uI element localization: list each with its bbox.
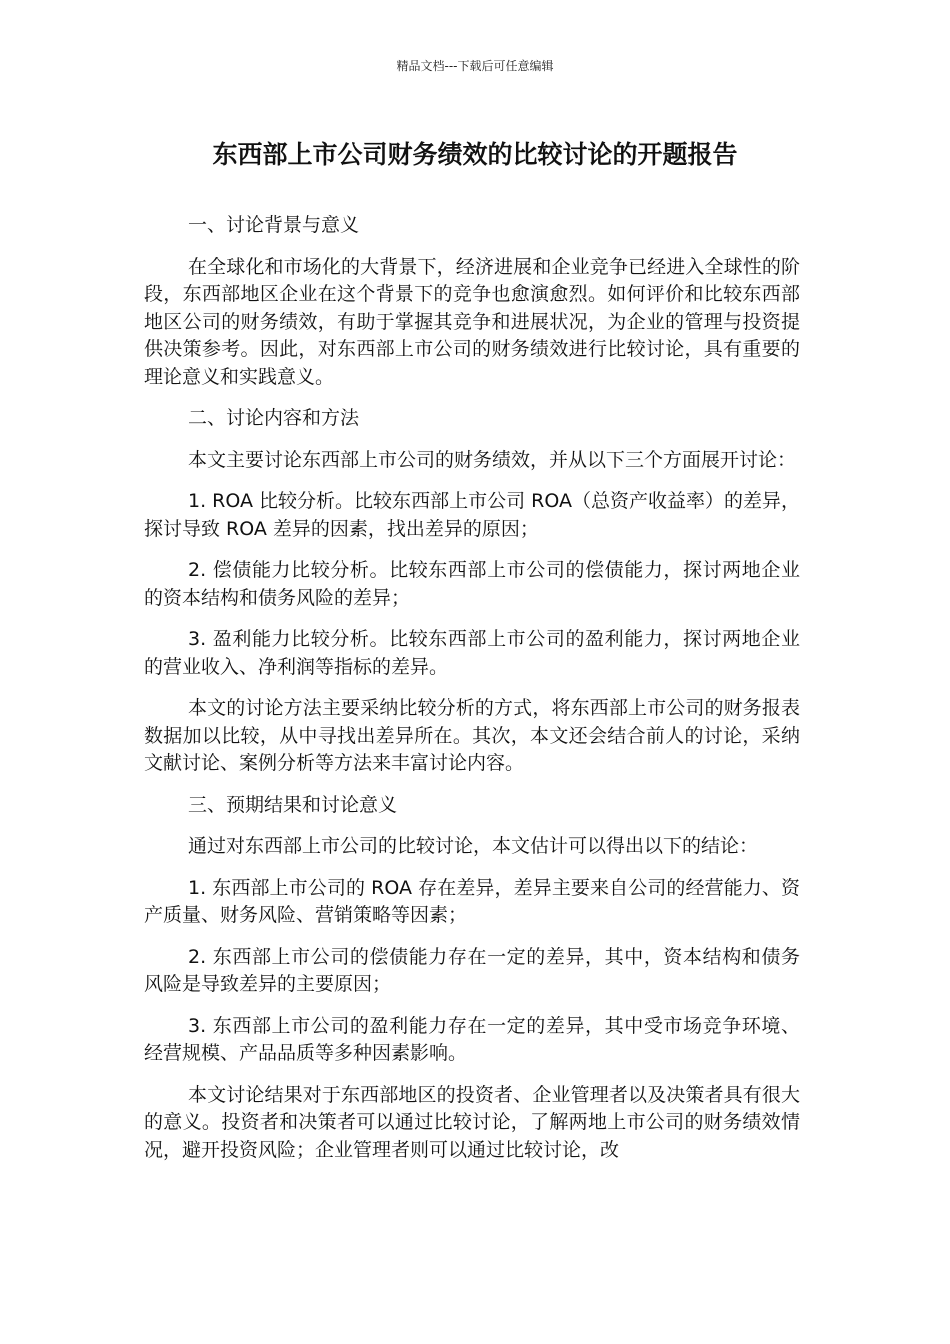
section-heading-background: 一、讨论背景与意义 (188, 214, 360, 236)
list-item-result-solvency: 2. 东西部上市公司的偿债能力存在一定的差异，其中，资本结构和债务风险是导致差异的主要原因； (144, 945, 800, 995)
list-item-result-profitability: 3. 东西部上市公司的盈利能力存在一定的差异，其中受市场竞争环境、经营规模、产品品质等多种因素影响。 (144, 1014, 800, 1064)
paragraph-significance: 本文讨论结果对于东西部地区的投资者、企业管理者以及决策者具有很大的意义。投资者和决策者可以通过比较讨论，了解两地上市公司的财务绩效情况，避开投资风险；企业管理者则可以通过比较讨论，改 (144, 1083, 800, 1161)
section-heading-expected-results: 三、预期结果和讨论意义 (188, 793, 398, 816)
paragraph-background: 在全球化和市场化的大背景下，经济进展和企业竞争已经进入全球性的阶段，东西部地区企业在这个背景下的竞争也愈演愈烈。如何评价和比较东西部地区公司的财务绩效，有助于掌握其竞争和进展状况，为企业的管理与投资提供决策参考。因此，对东西部上市公司的财务绩效进行比较讨论，具有重要的理论意义和实践意义。 (144, 255, 800, 388)
section-heading-content-method: 二、讨论内容和方法 (188, 407, 360, 429)
page-header: 精品文档---下载后可任意编辑 (396, 59, 554, 73)
list-item-result-roa: 1. 东西部上市公司的 ROA 存在差异，差异主要来自公司的经营能力、资产质量、财务风险、营销策略等因素； (144, 876, 800, 926)
paragraph-method: 本文的讨论方法主要采纳比较分析的方式，将东西部上市公司的财务报表数据加以比较，从中寻找出差异所在。其次，本文还会结合前人的讨论，采纳文献讨论、案例分析等方法来丰富讨论内容。 (144, 697, 800, 774)
document-title: 东西部上市公司财务绩效的比较讨论的开题报告 (212, 140, 738, 169)
list-item-solvency: 2. 偿债能力比较分析。比较东西部上市公司的偿债能力，探讨两地企业的资本结构和债务风险的差异； (144, 559, 800, 609)
list-item-roa: 1. ROA 比较分析。比较东西部上市公司 ROA（总资产收益率）的差异，探讨导致 ROA 差异的因素，找出差异的原因； (144, 490, 800, 540)
document-body (144, 212, 800, 1178)
list-item-profitability: 3. 盈利能力比较分析。比较东西部上市公司的盈利能力，探讨两地企业的营业收入、净利润等指标的差异。 (144, 628, 800, 678)
paragraph-content-intro: 本文主要讨论东西部上市公司的财务绩效，并从以下三个方面展开讨论： (188, 448, 797, 471)
paragraph-results-intro: 通过对东西部上市公司的比较讨论，本文估计可以得出以下的结论： (188, 835, 759, 857)
